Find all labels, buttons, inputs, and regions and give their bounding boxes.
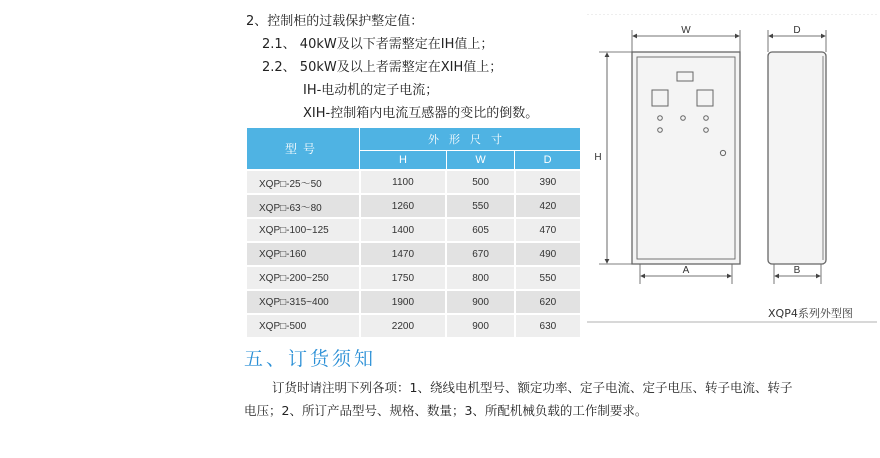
h-cell: 1100 [360, 170, 447, 194]
col-d-header: D [515, 151, 580, 171]
d-cell: 470 [515, 218, 580, 242]
model-cell: XQP□-25～50 [247, 170, 360, 194]
diagram-caption: XQP4系列外型图 [768, 307, 853, 320]
table-row [247, 170, 580, 194]
overload-note-2: XIH-控制箱内电流互感器的变比的倒数。 [303, 106, 539, 121]
model-cell: XQP□-160 [247, 242, 360, 266]
model-header: 型号 [247, 128, 360, 170]
model-cell: XQP□-200~250 [247, 266, 360, 290]
table-row [247, 194, 580, 218]
overload-note-1: IH-电动机的定子电流； [303, 83, 439, 98]
dimension-table [247, 128, 580, 337]
d-cell: 550 [515, 266, 580, 290]
w-cell: 900 [446, 314, 514, 337]
model-cell: XQP□-63～80 [247, 194, 360, 218]
overload-item-1: 2.1、 40kW及以下者需整定在IH值上； [262, 37, 494, 52]
table-row [247, 218, 580, 242]
model-cell: XQP□-500 [247, 314, 360, 337]
h-cell: 1900 [360, 290, 447, 314]
overload-item-2: 2.2、 50kW及以上者需整定在XIH值上； [262, 60, 503, 75]
table-row [247, 314, 580, 337]
table-row [247, 266, 580, 290]
side-view [768, 52, 826, 264]
order-line-2: 电压；2、所订产品型号、规格、数量；3、所配机械负载的工作制要求。 [244, 403, 648, 418]
dimensions-header: 外形尺寸 [360, 128, 581, 151]
model-cell: XQP□-315~400 [247, 290, 360, 314]
mount-a-label: A [682, 265, 690, 276]
height-label: H [594, 152, 602, 163]
d-cell: 390 [515, 170, 580, 194]
depth-label: D [793, 25, 801, 36]
d-cell: 420 [515, 194, 580, 218]
order-line-1: 订货时请注明下列各项：1、绕线电机型号、额定功率、定子电流、定子电压、转子电流、转子 [272, 380, 793, 395]
table-row [247, 242, 580, 266]
w-cell: 900 [446, 290, 514, 314]
col-w-header: W [446, 151, 514, 171]
h-cell: 1750 [360, 266, 447, 290]
mount-b-label: B [793, 265, 801, 276]
h-cell: 1260 [360, 194, 447, 218]
w-cell: 800 [446, 266, 514, 290]
d-cell: 620 [515, 290, 580, 314]
d-cell: 490 [515, 242, 580, 266]
model-cell: XQP□-100~125 [247, 218, 360, 242]
h-cell: 2200 [360, 314, 447, 337]
width-label: W [681, 25, 691, 36]
overload-heading: 2、控制柜的过载保护整定值： [246, 14, 424, 29]
h-cell: 1470 [360, 242, 447, 266]
h-cell: 1400 [360, 218, 447, 242]
w-cell: 605 [446, 218, 514, 242]
d-cell: 630 [515, 314, 580, 337]
order-section-title: 五、订货须知 [244, 348, 377, 370]
w-cell: 500 [446, 170, 514, 194]
w-cell: 670 [446, 242, 514, 266]
table-row [247, 290, 580, 314]
w-cell: 550 [446, 194, 514, 218]
col-h-header: H [360, 151, 447, 171]
front-view [632, 52, 740, 264]
cabinet-outline-diagram [585, 14, 877, 324]
order-notice [244, 376, 876, 422]
